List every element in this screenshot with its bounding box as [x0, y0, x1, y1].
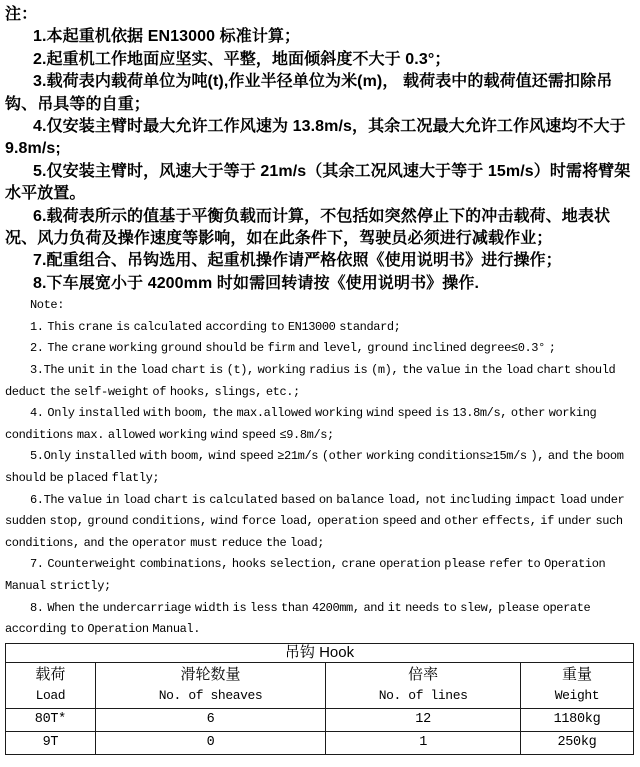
- hook-cell-lines-80t: 12: [326, 708, 521, 731]
- note-en-item-1: 1. This crane is calculated according to EN13000 standard;: [30, 319, 401, 334]
- note-cn-item-6: 6.载荷表所示的值基于平衡负载而计算，不包括如突然停止下的冲击载荷、地表状况、风力负荷及操作速度等影响，如在此条件下，驾驶员必须进行减载作业；: [5, 207, 611, 248]
- hook-cell-weight-9t: 250kg: [520, 731, 633, 754]
- hook-col-header-weight: [520, 662, 633, 708]
- note-cn-item-7: 7.配重组合、吊钩选用、起重机操作请严格依照《使用说明书》进行操作；: [33, 252, 562, 270]
- notes-section-en: [5, 295, 634, 641]
- note-en-item-3: 3.The unit in the load chart is (t), working radius is (m), the value in the load chart should deduct the self-weight of hooks, slings, etc.;: [5, 363, 616, 399]
- note-en-item-5: 5.Only installed with boom, wind speed ≥21m/s (other working conditions≥15m/s ), and the boom should be placed flatly;: [5, 449, 624, 486]
- hook-col-header-weight-en: Weight: [554, 687, 600, 703]
- note-en-item-7: 7. Counterweight combinations, hooks selection, crane operation please refer to Operation Manual strictly;: [5, 557, 606, 593]
- hook-col-header-load: [6, 662, 96, 708]
- notes-section-cn: [5, 4, 634, 295]
- hook-table: [5, 643, 634, 755]
- note-en-item-4: 4. Only installed with boom, the max.allowed working wind speed is 13.8m/s, other working conditions max. allowed working wind speed ≤9.8m/s;: [5, 406, 597, 442]
- note-cn-item-8: 8.下车展宽小于 4200mm 时如需回转请按《使用说明书》操作.: [33, 274, 480, 292]
- hook-cell-sheaves-80t: 6: [95, 708, 325, 731]
- hook-table-title: 吊钩 Hook: [6, 643, 634, 662]
- note-cn-item-3: 3.载荷表内载荷单位为吨(t),作业半径单位为米(m)， 载荷表中的载荷值还需扣除吊钩、吊具等的自重；: [5, 73, 613, 113]
- note-cn-item-5: 5.仅安装主臂时，风速大于等于 21m/s（其余工况风速大于等于 15m/s）时需将臂架水平放置。: [5, 162, 631, 203]
- hook-cell-lines-9t: 1: [326, 731, 521, 754]
- hook-col-header-sheaves-cn: 滑轮数量: [180, 665, 241, 683]
- hook-col-header-lines-cn: 倍率: [408, 665, 439, 683]
- note-en-item-6: 6.The value in load chart is calculated based on balance load, not including impact load under sudden stop, ground conditions, wind force load, operation speed and other effects, if under such conditions, and the operator must reduce the load;: [5, 492, 625, 550]
- hook-cell-load-80t: 80T*: [6, 708, 96, 731]
- hook-col-header-sheaves: [95, 662, 325, 708]
- note-cn-item-2: 2.起重机工作地面应坚实、平整，地面倾斜度不大于 0.3°；: [33, 50, 451, 68]
- hook-col-header-weight-cn: 重量: [561, 665, 592, 683]
- note-en-item-8: 8. When the undercarriage width is less than 4200mm, and it needs to slew, please operate according to Operation Manual.: [5, 600, 591, 637]
- notes-en-label: Note:: [30, 298, 65, 313]
- note-cn-item-1: 1.本起重机依据 EN13000 标准计算；: [33, 28, 301, 46]
- notes-cn-label: 注：: [5, 6, 38, 23]
- hook-col-header-sheaves-en: No. of sheaves: [158, 687, 263, 703]
- hook-table-header-row: [6, 662, 634, 708]
- hook-col-header-lines-en: No. of lines: [378, 687, 468, 703]
- hook-cell-sheaves-9t: 0: [95, 731, 325, 754]
- hook-cell-weight-80t: 1180kg: [520, 708, 633, 731]
- note-en-item-2: 2. The crane working ground should be firm and level, ground inclined degree≤0.3° ;: [30, 341, 556, 356]
- hook-col-header-lines: [326, 662, 521, 708]
- hook-table-row-80t: [6, 708, 634, 731]
- hook-table-title-row: [6, 643, 634, 662]
- hook-col-header-load-en: Load: [35, 687, 66, 703]
- hook-table-row-9t: [6, 731, 634, 754]
- hook-col-header-load-cn: 载荷: [35, 665, 66, 683]
- note-cn-item-4: 4.仅安装主臂时最大允许工作风速为 13.8m/s，其余工况最大允许工作风速均不大于 9.8m/s;: [5, 118, 626, 158]
- hook-cell-load-9t: 9T: [6, 731, 96, 754]
